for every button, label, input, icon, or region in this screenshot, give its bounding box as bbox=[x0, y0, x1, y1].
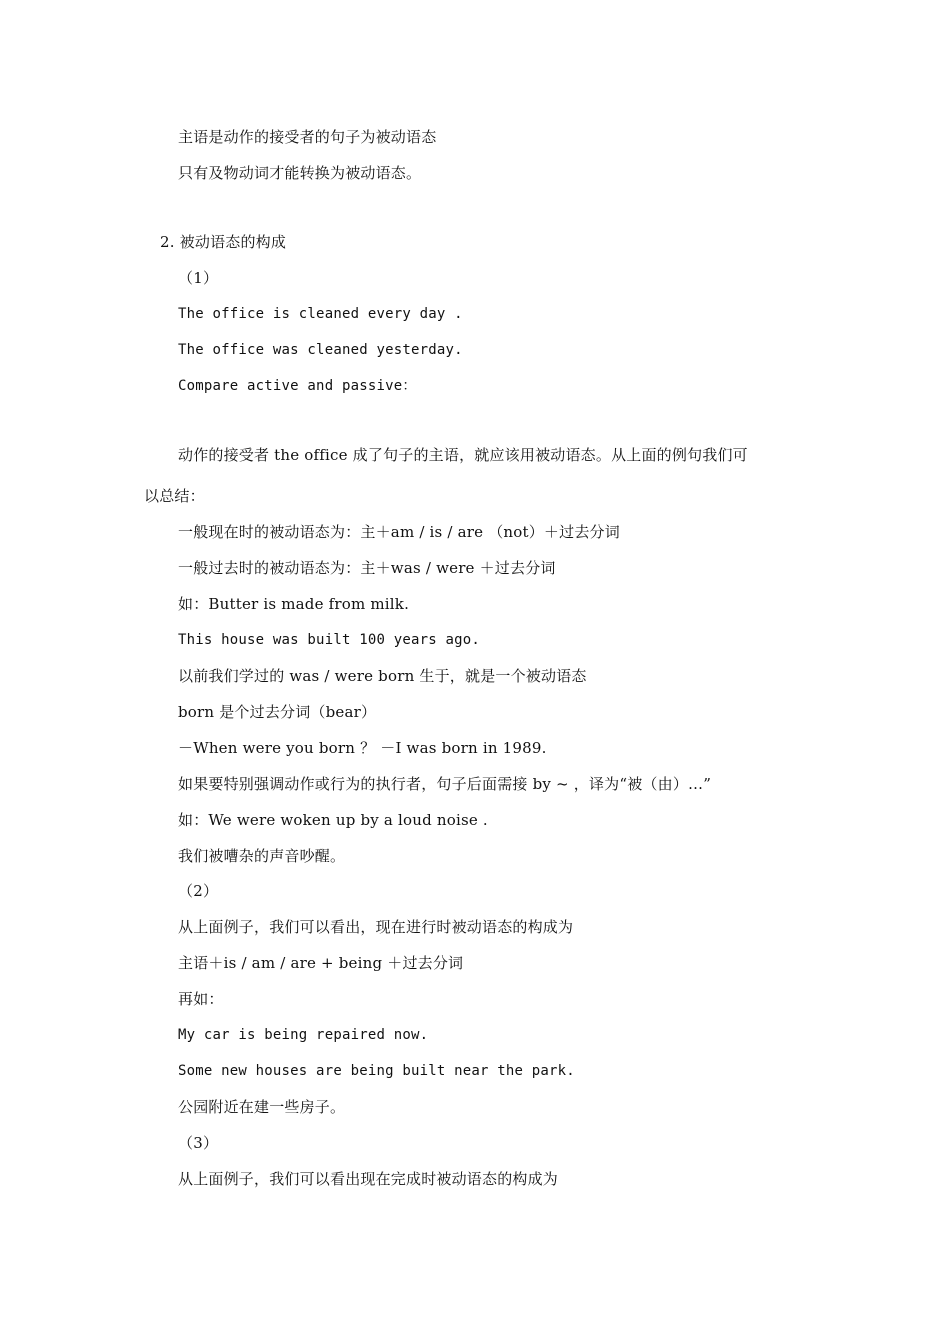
formula-line: 主语＋is / am / are + being ＋过去分词 bbox=[178, 954, 464, 972]
example-sentence: The office is cleaned every day . bbox=[178, 306, 463, 322]
example-sentence: Some new houses are being built near the park. bbox=[178, 1063, 575, 1079]
text-line: 只有及物动词才能转换为被动语态。 bbox=[178, 164, 422, 182]
text-line: 再如： bbox=[178, 990, 224, 1008]
text-line: 公园附近在建一些房子。 bbox=[178, 1098, 346, 1116]
formula-line: 一般过去时的被动语态为：主＋was / were ＋过去分词 bbox=[178, 559, 556, 577]
example-sentence: 如：Butter is made from milk. bbox=[178, 595, 410, 613]
subsection-label: （3） bbox=[178, 1134, 219, 1152]
example-sentence: Compare active and passive： bbox=[178, 378, 417, 394]
example-sentence: 如：We were woken up by a loud noise . bbox=[178, 811, 488, 829]
text-line: 如果要特别强调动作或行为的执行者，句子后面需接 by ~ ，译为“被（由）…” bbox=[178, 775, 712, 793]
subsection-label: （2） bbox=[178, 882, 219, 900]
example-sentence: My car is being repaired now. bbox=[178, 1027, 429, 1043]
formula-line: 一般现在时的被动语态为：主＋am / is / are （not）＋过去分词 bbox=[178, 523, 620, 541]
text-line: 以总结： bbox=[144, 487, 205, 505]
example-sentence: The office was cleaned yesterday. bbox=[178, 342, 463, 358]
text-line: 从上面例子，我们可以看出现在完成时被动语态的构成为 bbox=[178, 1170, 559, 1188]
subsection-label: （1） bbox=[178, 269, 219, 287]
example-sentence: －When were you born ？ －I was born in 1989. bbox=[178, 739, 547, 757]
text-line: born 是个过去分词（bear） bbox=[178, 703, 377, 721]
text-line: 以前我们学过的 was / were born 生于，就是一个被动语态 bbox=[178, 667, 587, 685]
text-line: 动作的接受者 the office 成了句子的主语，就应该用被动语态。从上面的例句我们可 bbox=[178, 446, 748, 464]
text-line: 从上面例子，我们可以看出，现在进行时被动语态的构成为 bbox=[178, 918, 574, 936]
section-heading: 2. 被动语态的构成 bbox=[160, 233, 287, 251]
example-sentence: This house was built 100 years ago. bbox=[178, 632, 481, 648]
text-line: 我们被嘈杂的声音吵醒。 bbox=[178, 847, 346, 865]
text-line: 主语是动作的接受者的句子为被动语态 bbox=[178, 128, 437, 146]
